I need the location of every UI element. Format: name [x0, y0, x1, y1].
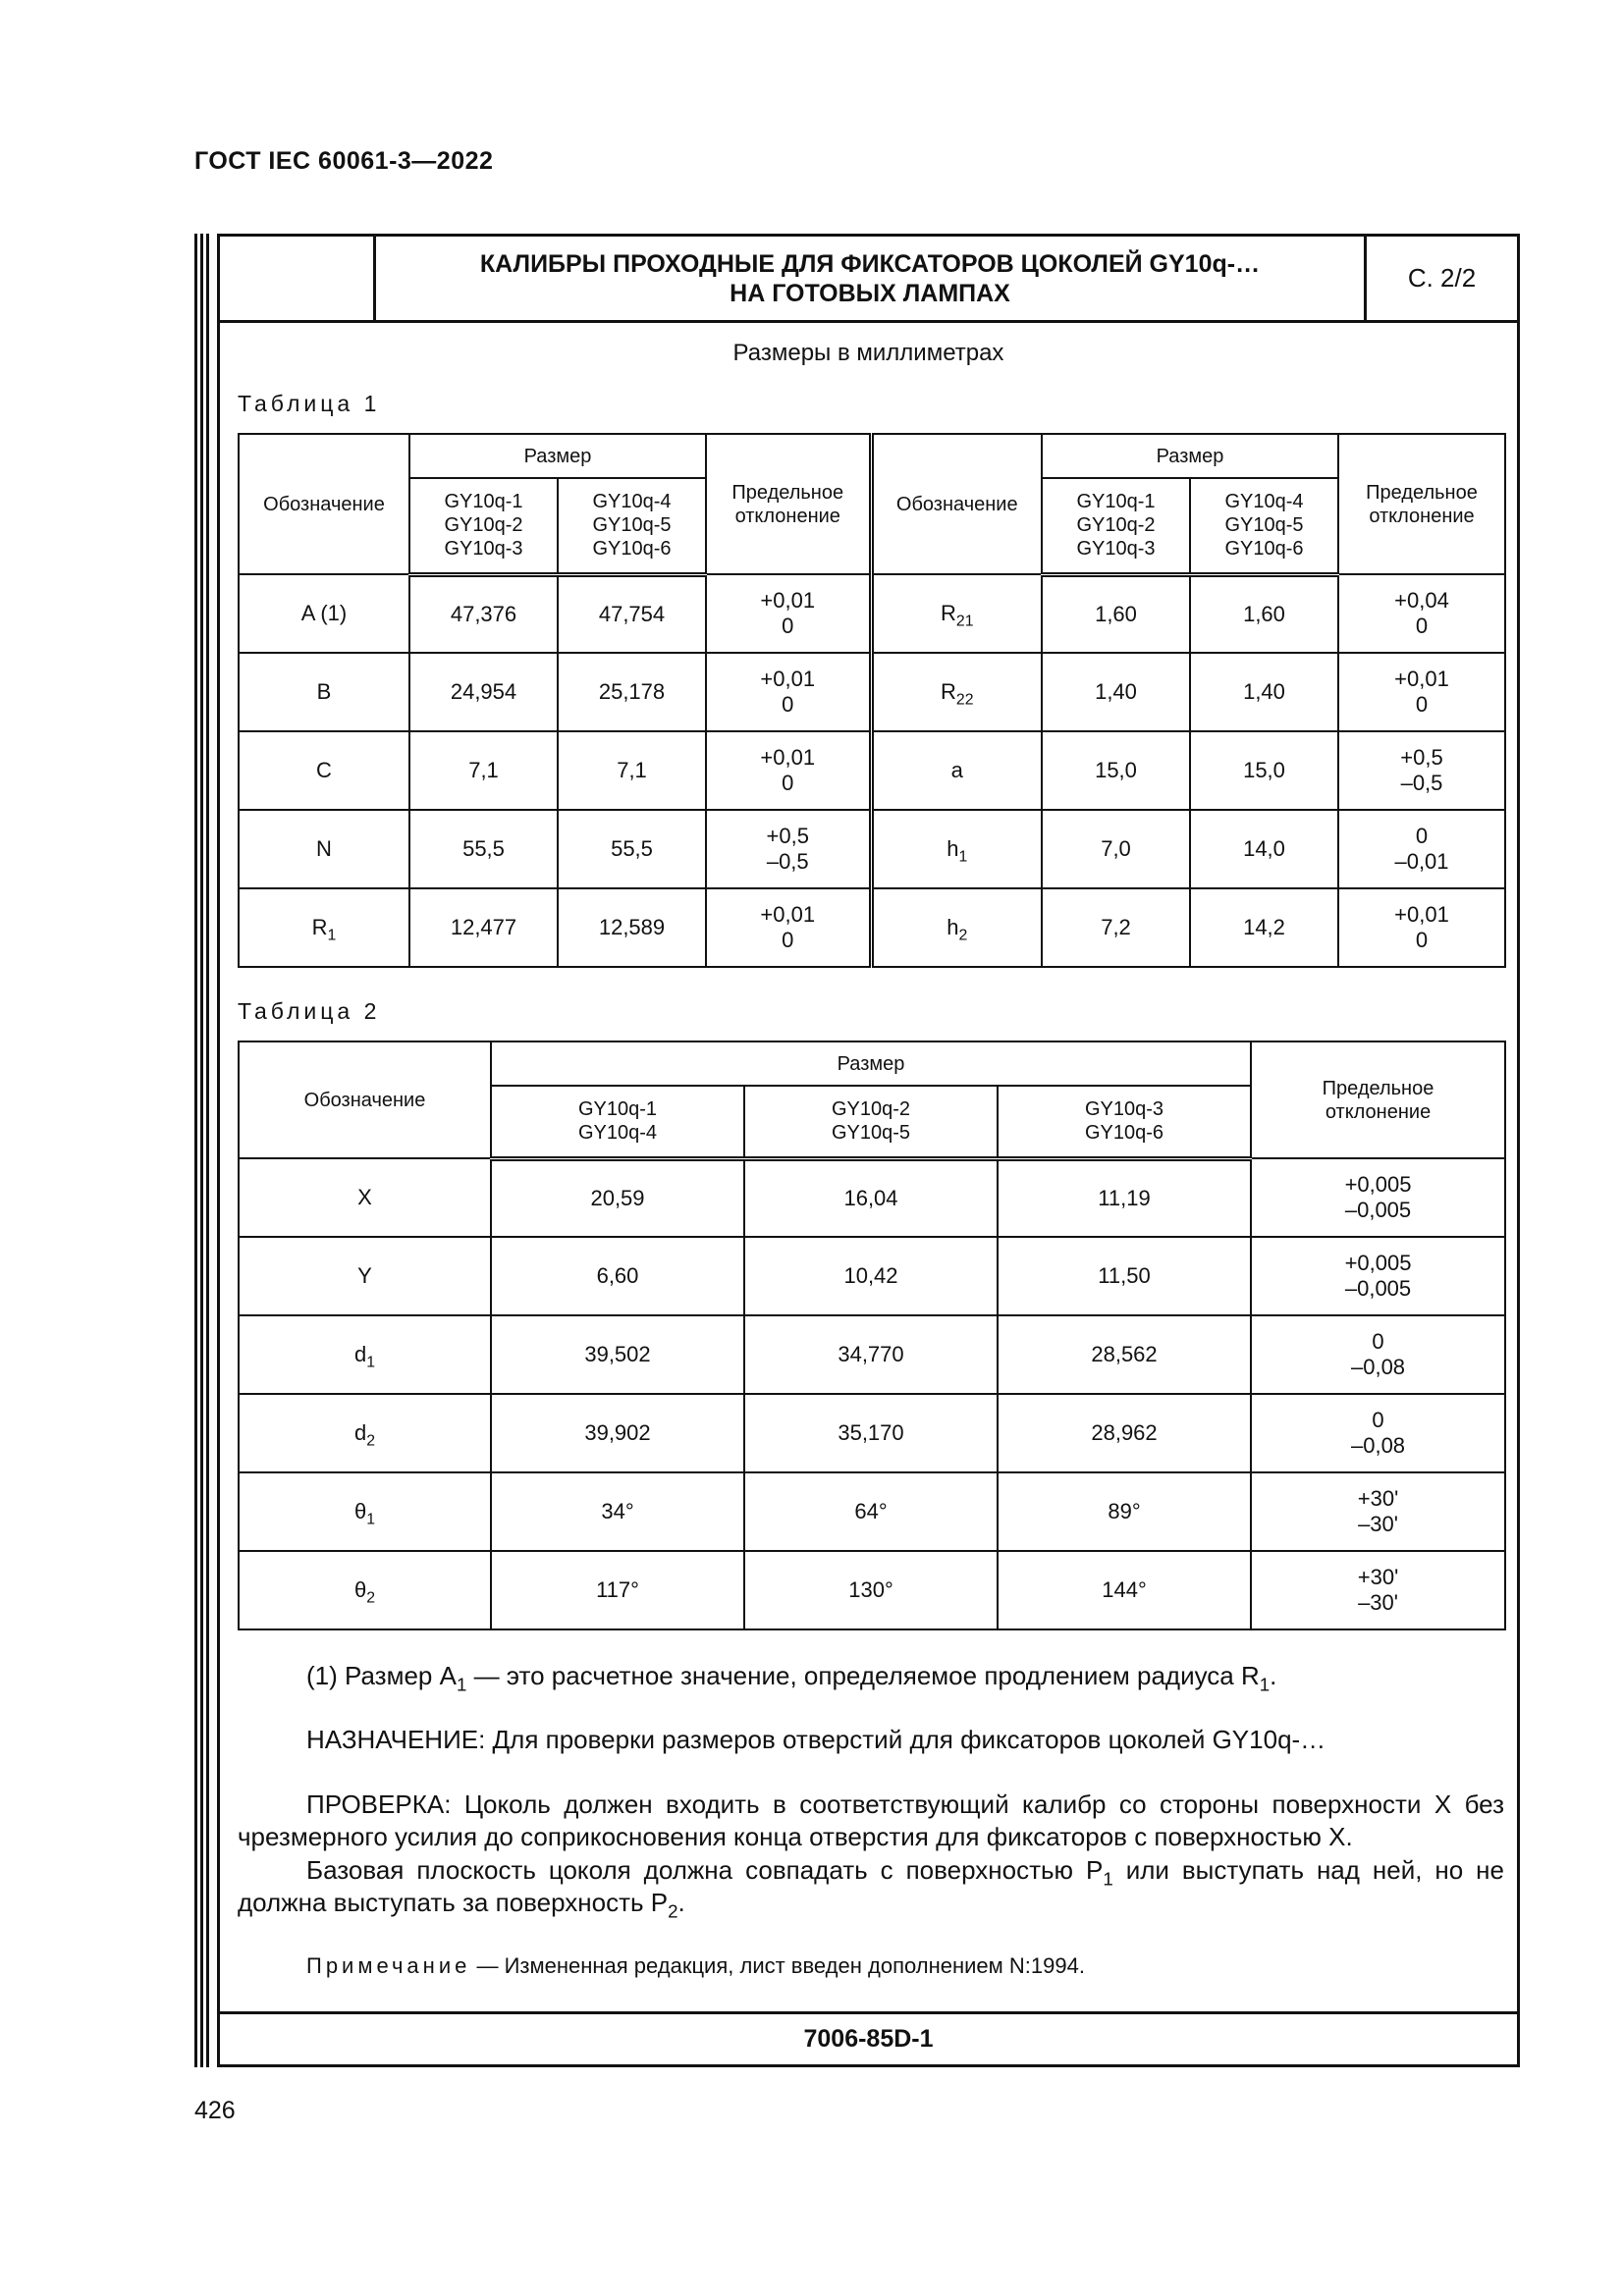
- value-cell: 12,589: [558, 888, 706, 967]
- units-note: Размеры в миллиметрах: [732, 340, 1004, 366]
- designation-cell: Y: [239, 1237, 491, 1315]
- sheet-page: С. 2/2: [1407, 263, 1477, 293]
- tolerance-cell: +0,01 0: [706, 731, 871, 810]
- designation-cell: $R_1$: [239, 888, 409, 967]
- table1-hdr-size-right: Размер: [1042, 434, 1338, 478]
- table1-hdr-tolerance-right: Предельное отклонение: [1338, 434, 1505, 574]
- table-row: [239, 1394, 1505, 1472]
- value-cell: 39,502: [491, 1315, 744, 1394]
- table1-caption: Таблица 1: [238, 391, 381, 416]
- tolerance-cell: +0,5 –0,5: [706, 810, 871, 888]
- value-cell: 28,962: [998, 1394, 1251, 1472]
- table1-hdr-col-a-right: GY10q-1 GY10q-2 GY10q-3: [1042, 478, 1190, 574]
- sheet-title-line2: НА ГОТОВЫХ ЛАМПАХ: [730, 279, 1010, 307]
- value-cell: 55,5: [558, 810, 706, 888]
- designation-cell: $R_{22}$: [871, 653, 1042, 731]
- tolerance-cell: +30' –30': [1251, 1472, 1505, 1551]
- tolerance-cell: +0,01 0: [706, 888, 871, 967]
- designation-cell: a: [871, 731, 1042, 810]
- table2-hdr-col2: GY10q-2 GY10q-5: [744, 1086, 998, 1158]
- table2-hdr-size: Размер: [491, 1041, 1251, 1086]
- tolerance-cell: +0,01 0: [706, 574, 871, 653]
- table2: [238, 1041, 1506, 1630]
- value-cell: 35,170: [744, 1394, 998, 1472]
- table-row: [239, 810, 1505, 888]
- tolerance-cell: +30' –30': [1251, 1551, 1505, 1629]
- value-cell: 14,2: [1190, 888, 1338, 967]
- value-cell: 7,2: [1042, 888, 1190, 967]
- note-text: — Измененная редакция, лист введен дополнением N:1994.: [470, 1953, 1085, 1978]
- table2-hdr-col3: GY10q-3 GY10q-6: [998, 1086, 1251, 1158]
- value-cell: 20,59: [491, 1158, 744, 1237]
- table2-hdr-col1: GY10q-1 GY10q-4: [491, 1086, 744, 1158]
- table-row: [239, 574, 1505, 653]
- table-row: [239, 1472, 1505, 1551]
- value-cell: 15,0: [1190, 731, 1338, 810]
- designation-cell: N: [239, 810, 409, 888]
- table1-hdr-col-b-left: GY10q-4 GY10q-5 GY10q-6: [558, 478, 706, 574]
- designation-cell: $d_1$: [239, 1315, 491, 1394]
- designation-cell: $\theta_1$: [239, 1472, 491, 1551]
- sheet-frame: [217, 234, 1520, 2067]
- value-cell: 1,40: [1190, 653, 1338, 731]
- value-cell: 1,60: [1190, 574, 1338, 653]
- table-row: [239, 888, 1505, 967]
- designation-cell: $d_2$: [239, 1394, 491, 1472]
- designation-cell: C: [239, 731, 409, 810]
- header-blank-cell: [220, 237, 376, 320]
- table2-header-row1: [239, 1041, 1505, 1086]
- footnote-1: (1) Размер $A_1$ — это расчетное значение, определяемое продлением радиуса $R_1$.: [306, 1661, 1277, 1695]
- tolerance-cell: 0 –0,08: [1251, 1394, 1505, 1472]
- table1-hdr-size-left: Размер: [409, 434, 706, 478]
- document-code: ГОСТ IEC 60061-3—2022: [194, 147, 494, 175]
- value-cell: 7,0: [1042, 810, 1190, 888]
- note-label: Примечание: [306, 1953, 471, 1978]
- table1-header-row1: [239, 434, 1505, 478]
- tolerance-cell: +0,04 0: [1338, 574, 1505, 653]
- binding-line-inner: [206, 234, 209, 2067]
- designation-cell: A (1): [239, 574, 409, 653]
- value-cell: 15,0: [1042, 731, 1190, 810]
- value-cell: 10,42: [744, 1237, 998, 1315]
- table-row: [239, 731, 1505, 810]
- tolerance-cell: +0,5 –0,5: [1338, 731, 1505, 810]
- value-cell: 144°: [998, 1551, 1251, 1629]
- table-row: [239, 1158, 1505, 1237]
- table-row: [239, 653, 1505, 731]
- designation-cell: $h_2$: [871, 888, 1042, 967]
- table2-caption: Таблица 2: [238, 998, 381, 1024]
- table2-hdr-tolerance: Предельное отклонение: [1251, 1041, 1505, 1158]
- page-number: 426: [194, 2097, 236, 2124]
- value-cell: 24,954: [409, 653, 558, 731]
- designation-cell: $R_{21}$: [871, 574, 1042, 653]
- tolerance-cell: +0,01 0: [706, 653, 871, 731]
- table2-body: [239, 1158, 1505, 1629]
- value-cell: 12,477: [409, 888, 558, 967]
- value-cell: 14,0: [1190, 810, 1338, 888]
- check-paragraph: ПРОВЕРКА: Цоколь должен входить в соответствующий калибр со стороны поверхности X без чрезмерного усилия до соприкосновения конца отверстия для фиксаторов с поверхностью X.: [238, 1789, 1504, 1851]
- table2-hdr-designation: Обозначение: [239, 1041, 491, 1158]
- table1-hdr-tolerance-left: Предельное отклонение: [706, 434, 871, 574]
- value-cell: 7,1: [409, 731, 558, 810]
- sheet-title: [376, 237, 1367, 320]
- tolerance-cell: 0 –0,08: [1251, 1315, 1505, 1394]
- table-row: [239, 1551, 1505, 1629]
- value-cell: 1,60: [1042, 574, 1190, 653]
- value-cell: 16,04: [744, 1158, 998, 1237]
- value-cell: 11,19: [998, 1158, 1251, 1237]
- value-cell: 6,60: [491, 1237, 744, 1315]
- table1: [238, 433, 1506, 968]
- sheet-number: 7006-85D-1: [220, 2011, 1517, 2064]
- table-row: [239, 1315, 1505, 1394]
- table1-hdr-designation-left: Обозначение: [239, 434, 409, 574]
- value-cell: 39,902: [491, 1394, 744, 1472]
- value-cell: 7,1: [558, 731, 706, 810]
- value-cell: 117°: [491, 1551, 744, 1629]
- designation-cell: B: [239, 653, 409, 731]
- sheet-header: [220, 237, 1517, 323]
- designation-cell: $h_1$: [871, 810, 1042, 888]
- value-cell: 34°: [491, 1472, 744, 1551]
- tolerance-cell: +0,005 –0,005: [1251, 1158, 1505, 1237]
- tolerance-cell: +0,01 0: [1338, 653, 1505, 731]
- binding-line-outer: [194, 234, 197, 2067]
- tolerance-cell: +0,005 –0,005: [1251, 1237, 1505, 1315]
- value-cell: 47,754: [558, 574, 706, 653]
- sheet-title-line1: КАЛИБРЫ ПРОХОДНЫЕ ДЛЯ ФИКСАТОРОВ ЦОКОЛЕЙ GY10q-…: [479, 249, 1261, 278]
- value-cell: 130°: [744, 1551, 998, 1629]
- value-cell: 64°: [744, 1472, 998, 1551]
- designation-cell: $\theta_2$: [239, 1551, 491, 1629]
- value-cell: 1,40: [1042, 653, 1190, 731]
- purpose-paragraph: НАЗНАЧЕНИЕ: Для проверки размеров отверстий для фиксаторов цоколей GY10q-…: [306, 1725, 1326, 1754]
- value-cell: 28,562: [998, 1315, 1251, 1394]
- value-cell: 11,50: [998, 1237, 1251, 1315]
- tolerance-cell: +0,01 0: [1338, 888, 1505, 967]
- value-cell: 34,770: [744, 1315, 998, 1394]
- tolerance-cell: 0 –0,01: [1338, 810, 1505, 888]
- value-cell: 89°: [998, 1472, 1251, 1551]
- value-cell: 55,5: [409, 810, 558, 888]
- table1-body: [239, 574, 1505, 967]
- base-plane-paragraph: Базовая плоскость цоколя должна совпадать с поверхностью $P_1$ или выступать над ней, но не должна выступать за поверхность $P_2$.: [238, 1855, 1504, 1922]
- table1-hdr-col-a-left: GY10q-1 GY10q-2 GY10q-3: [409, 478, 558, 574]
- table1-hdr-col-b-right: GY10q-4 GY10q-5 GY10q-6: [1190, 478, 1338, 574]
- table-row: [239, 1237, 1505, 1315]
- value-cell: 25,178: [558, 653, 706, 731]
- value-cell: 47,376: [409, 574, 558, 653]
- designation-cell: X: [239, 1158, 491, 1237]
- binding-line-middle: [200, 234, 203, 2067]
- note-paragraph: [238, 1949, 1504, 1982]
- table1-hdr-designation-right: Обозначение: [871, 434, 1042, 574]
